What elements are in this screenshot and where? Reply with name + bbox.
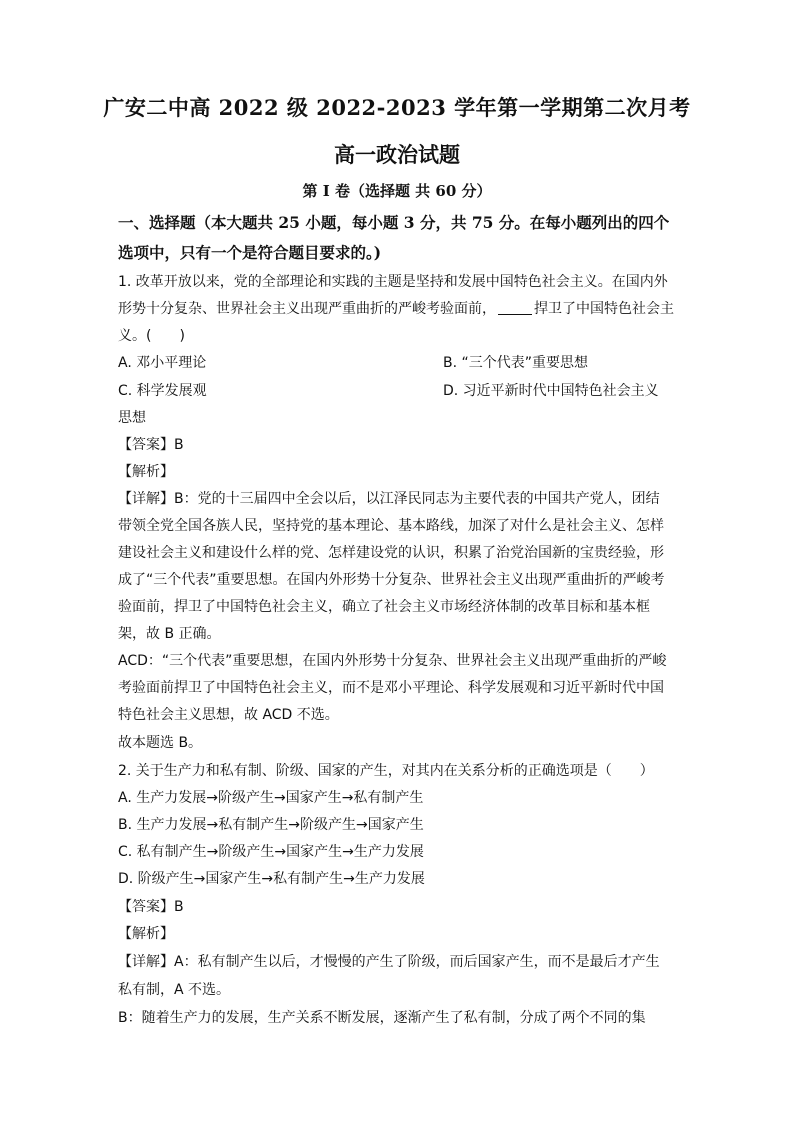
q2-detail-line3: B：随着生产力的发展，生产关系不断发展，逐渐产生了私有制，分成了两个不同的集 [118, 1010, 646, 1026]
q1-stem-line2b: 捍卫了中国特色社会主 [534, 301, 674, 317]
q2-stem: 2. 关于生产力和私有制、阶级、国家的产生，对其内在关系分析的正确选项是（ ） [118, 763, 654, 779]
q2-analysis-label: 【解析】 [118, 926, 174, 942]
q1-stem-line2a: 形势十分复杂、世界社会主义出现严重曲折的严峻考验面前， [118, 301, 496, 317]
q1-detail-line8: 考验面前捍卫了中国特色社会主义，而不是邓小平理论、科学发展观和习近平新时代中国 [118, 680, 664, 696]
q1-conclusion: 故本题选 B。 [118, 735, 203, 751]
exam-subject-title: 高一政治试题 [334, 142, 460, 167]
q1-option-d-continued: 思想 [118, 410, 146, 426]
q1-stem-line3: 义。( ) [118, 328, 185, 344]
q1-stem-line1: 1. 改革开放以来，党的全部理论和实践的主题是坚持和发展中国特色社会主义。在国内外 [118, 274, 668, 290]
exam-title: 广安二中高 2022 级 2022-2023 学年第一学期第二次月考 [103, 95, 691, 120]
q1-detail-line9: 特色社会主义思想，故 ACD 不选。 [118, 707, 339, 723]
q1-option-b: B. “三个代表”重要思想 [443, 355, 589, 371]
q2-option-b: B. 生产力发展→私有制产生→阶级产生→国家产生 [118, 817, 424, 833]
q1-detail-line4: 成了“三个代表”重要思想。在国内外形势十分复杂、世界社会主义出现严重曲折的严峻考 [118, 572, 665, 588]
q1-detail-line2: 带领全党全国各族人民，坚持党的基本理论、基本路线，加深了对什么是社会主义、怎样 [118, 518, 664, 534]
q2-option-d: D. 阶级产生→国家产生→私有制产生→生产力发展 [118, 871, 425, 887]
q1-detail-line6: 架，故 B 正确。 [118, 626, 221, 642]
section-heading-line2: 选项中，只有一个是符合题目要求的。) [118, 243, 382, 262]
section-heading-line1: 一、选择题（本大题共 25 小题，每小题 3 分，共 75 分。在每小题列出的四个 [118, 213, 670, 232]
q1-detail-line7: ACD：“三个代表”重要思想，在国内外形势十分复杂、世界社会主义出现严重曲折的严峻 [118, 653, 667, 669]
q2-detail-line2: 私有制，A 不选。 [118, 982, 231, 998]
q2-answer: 【答案】B [118, 899, 184, 915]
q1-stem-line2 [118, 299, 690, 319]
part-heading: 第 I 卷（选择题 共 60 分） [302, 182, 492, 200]
q2-option-a: A. 生产力发展→阶级产生→国家产生→私有制产生 [118, 790, 424, 806]
q1-analysis-label: 【解析】 [118, 464, 174, 480]
q1-detail-line3: 建设社会主义和建设什么样的党、怎样建设党的认识，积累了治党治国新的宝贵经验，形 [118, 545, 664, 561]
q1-option-a: A. 邓小平理论 [118, 355, 207, 371]
q2-option-c: C. 私有制产生→阶级产生→国家产生→生产力发展 [118, 844, 424, 860]
q1-answer: 【答案】B [118, 437, 184, 453]
q2-detail-line1: 【详解】A：私有制产生以后，才慢慢的产生了阶级，而后国家产生，而不是最后才产生 [118, 954, 660, 970]
q1-detail-line5: 验面前，捍卫了中国特色社会主义，确立了社会主义市场经济体制的改革目标和基本框 [118, 599, 650, 615]
q1-detail-line1: 【详解】B：党的十三届四中全会以后，以江泽民同志为主要代表的中国共产党人，团结 [118, 491, 660, 507]
q1-option-c: C. 科学发展观 [118, 383, 207, 399]
q1-blank [498, 300, 532, 315]
q1-option-d: D. 习近平新时代中国特色社会主义 [443, 383, 659, 399]
